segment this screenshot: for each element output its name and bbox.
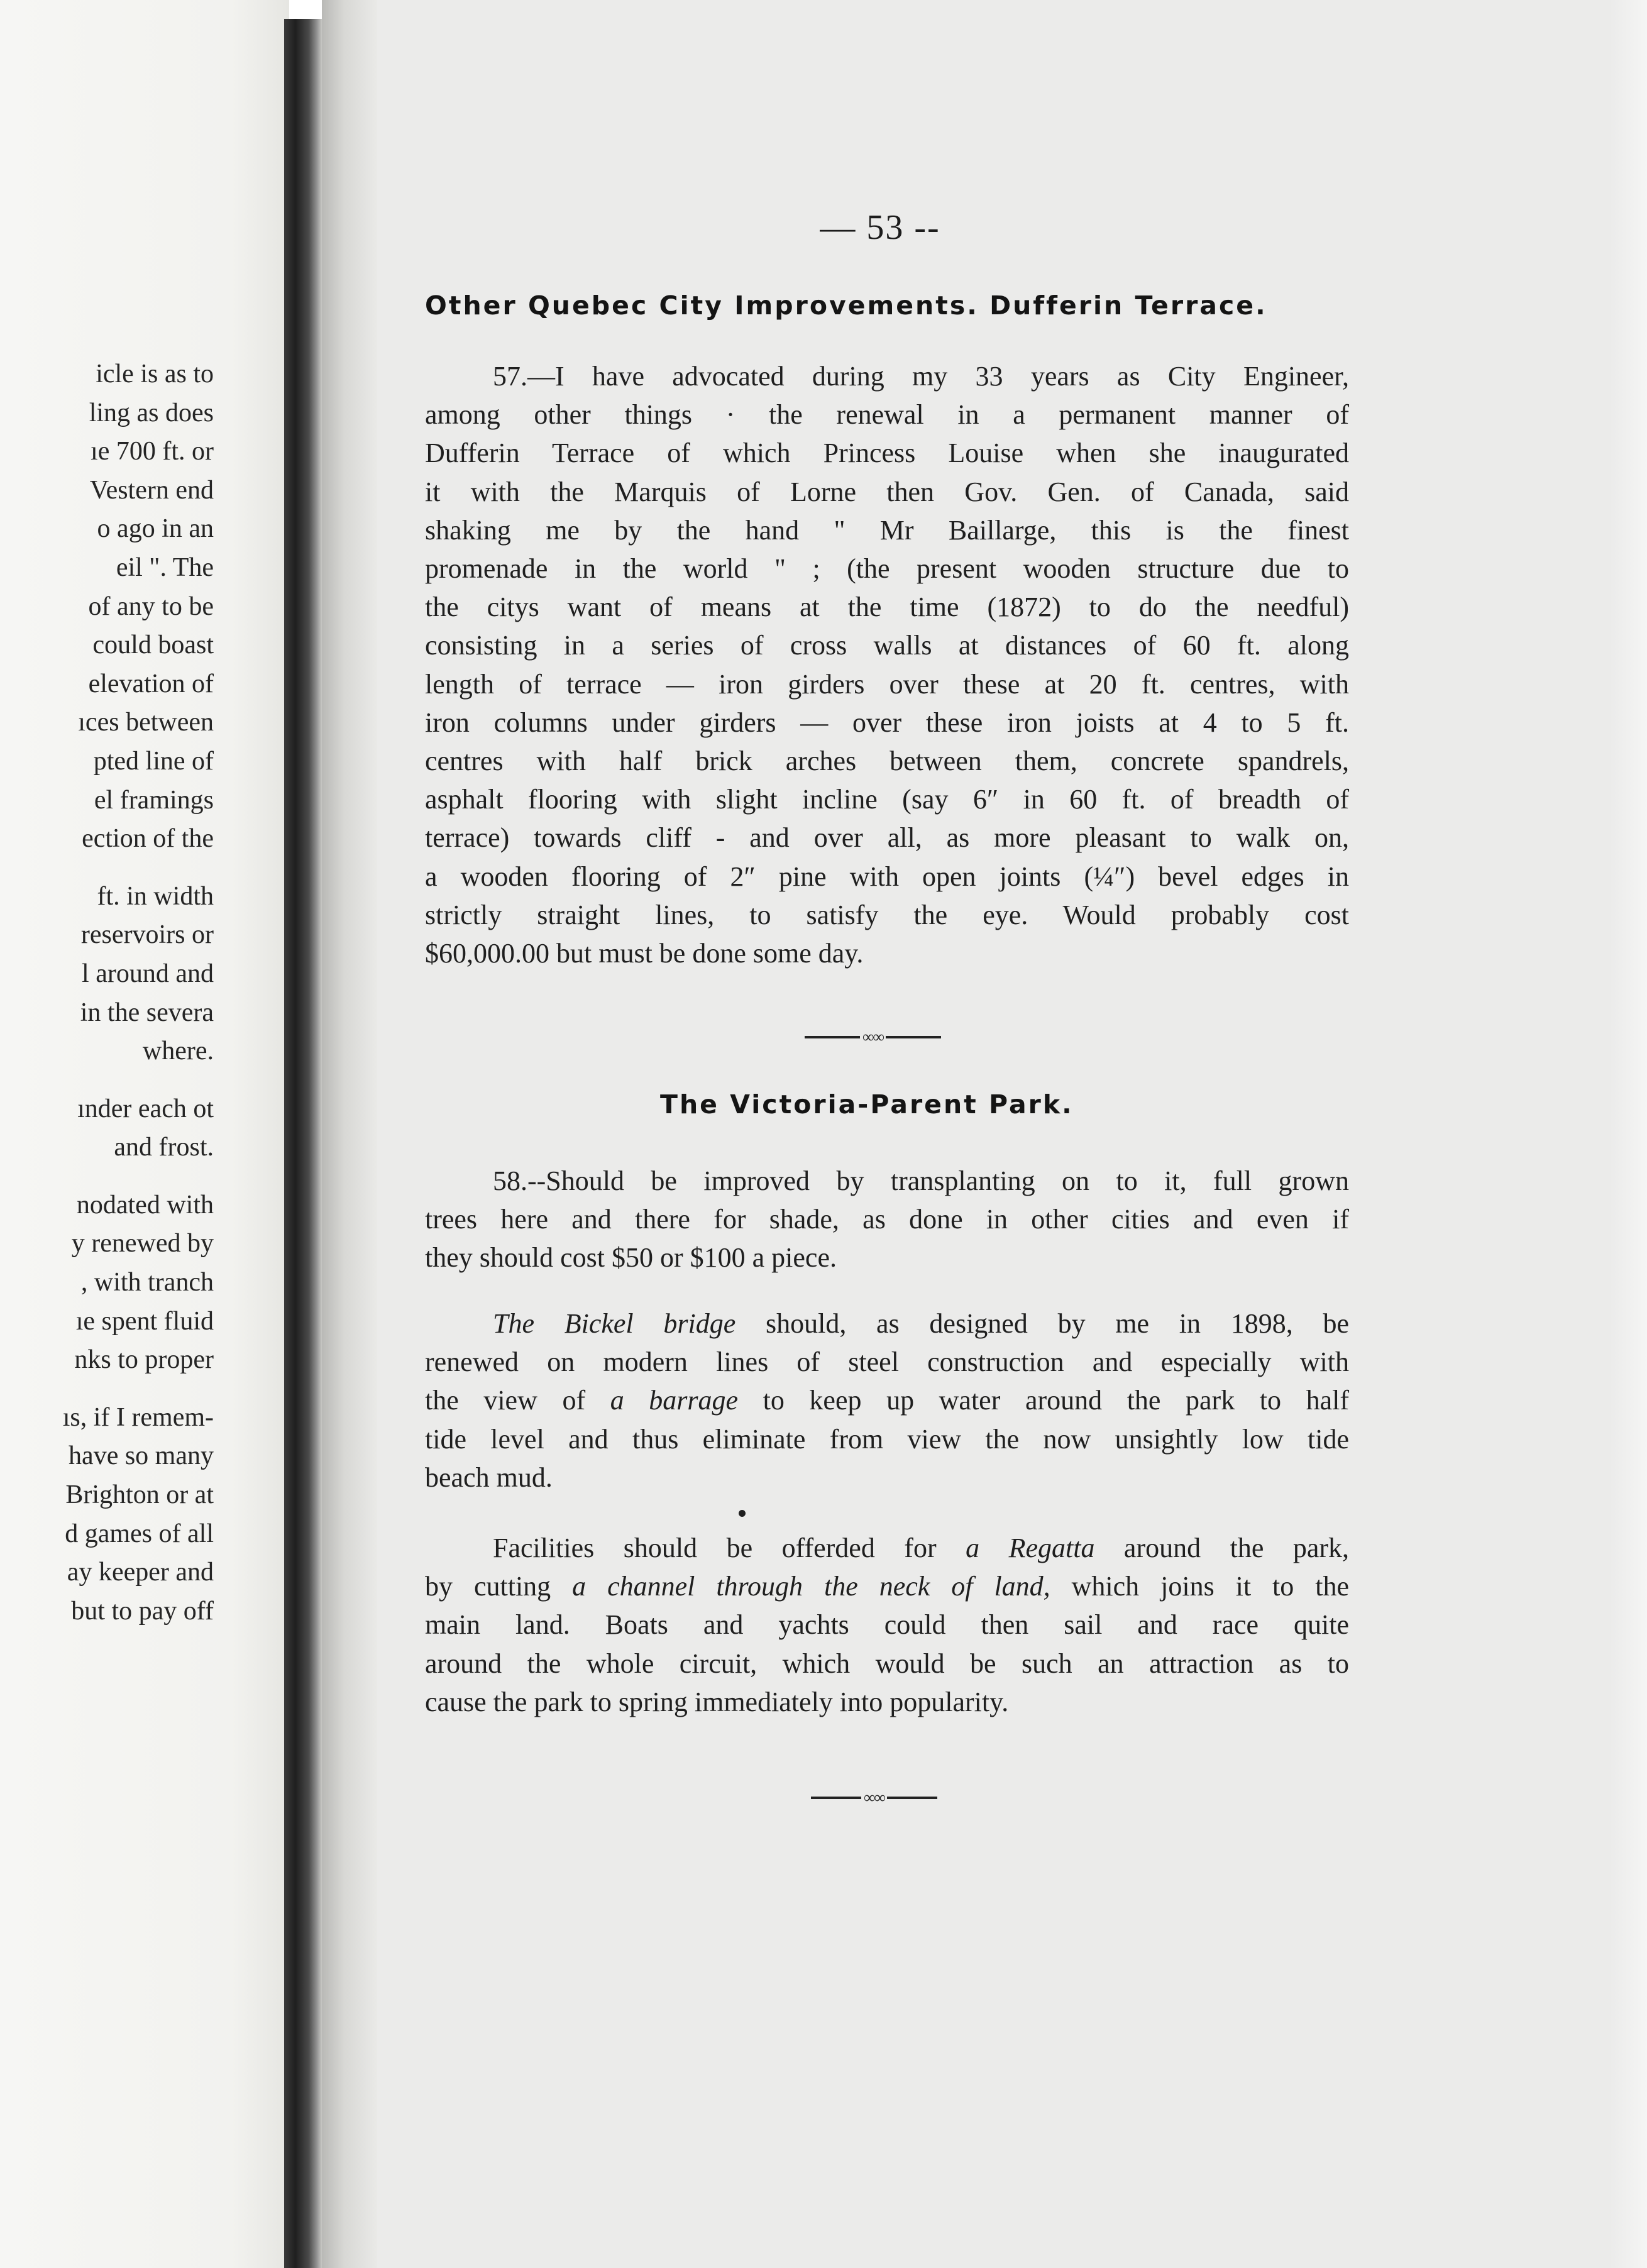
text-line bbox=[425, 1304, 1349, 1343]
italic-phrase: a barrage bbox=[610, 1385, 739, 1416]
previous-page-line: ay keeper and bbox=[67, 1558, 214, 1587]
text-line: asphalt flooring with slight incline (say 6″ in 60 ft. of breadth of bbox=[425, 784, 1349, 815]
line-gap bbox=[0, 1071, 214, 1090]
text-line: Dufferin Terrace of which Princess Louise when she inaugurated bbox=[425, 438, 1349, 469]
previous-page-strip bbox=[0, 0, 289, 2268]
previous-page-line: d games of all bbox=[65, 1519, 214, 1548]
text-line: promenade in the world " ; (the present wooden structure due to bbox=[425, 553, 1349, 585]
text-line: consisting in a series of cross walls at distances of 60 ft. along bbox=[425, 630, 1349, 661]
previous-page-line: ıe spent fluid bbox=[75, 1306, 214, 1336]
line-gap bbox=[0, 1167, 214, 1186]
text-line: iron columns under girders — over these iron joists at 4 to 5 ft. bbox=[425, 707, 1349, 738]
text-line: 57.—I have advocated during my 33 years as City Engineer, bbox=[493, 361, 1349, 392]
text-line: renewed on modern lines of steel construction and especially with bbox=[425, 1346, 1349, 1378]
previous-page-line: eil ". The bbox=[116, 553, 214, 582]
text-line: beach mud. bbox=[425, 1462, 553, 1493]
previous-page-line: and frost. bbox=[114, 1133, 214, 1162]
text-span: by cutting bbox=[425, 1571, 573, 1602]
previous-page-text bbox=[0, 355, 214, 1631]
text-line: 58.--Should be improved by transplanting on to it, full grown bbox=[493, 1165, 1349, 1196]
text-span: which joins it to the bbox=[1050, 1571, 1349, 1602]
text-line: they should cost $50 or $100 a piece. bbox=[425, 1242, 837, 1274]
section-divider-ornament: ∞∞ bbox=[805, 1031, 941, 1043]
previous-page-line: have so many bbox=[69, 1441, 214, 1471]
paragraph-58 bbox=[425, 1162, 1349, 1277]
previous-page-line: of any to be bbox=[88, 592, 214, 621]
section-heading-victoria-parent-park: The Victoria-Parent Park. bbox=[660, 1089, 1074, 1120]
previous-page-line: ling as does bbox=[89, 398, 214, 427]
text-span: should, as designed by me in 1898, be bbox=[735, 1308, 1349, 1339]
paragraph-bickel-bridge bbox=[425, 1304, 1349, 1497]
text-line: centres with half brick arches between them, concrete spandrels, bbox=[425, 746, 1349, 777]
text-span: around the park, bbox=[1094, 1533, 1350, 1563]
text-line: $60,000.00 but must be done some day. bbox=[425, 938, 864, 969]
previous-page-line: ıe 700 ft. or bbox=[91, 437, 214, 466]
italic-phrase: a Regatta bbox=[966, 1533, 1095, 1563]
previous-page-line: nodated with bbox=[76, 1190, 214, 1219]
previous-page-line: could boast bbox=[92, 630, 214, 660]
previous-page-line: ıces between bbox=[78, 708, 214, 737]
previous-page-line: Vestern end bbox=[89, 475, 214, 505]
previous-page-line: ection of the bbox=[82, 824, 214, 854]
stray-ink-dot bbox=[739, 1510, 746, 1517]
page-53 bbox=[377, 0, 1647, 2268]
line-gap bbox=[0, 1380, 214, 1399]
line-gap bbox=[0, 859, 214, 878]
text-line bbox=[425, 1529, 1349, 1567]
previous-page-line: icle is as to bbox=[96, 360, 214, 388]
previous-page-line: el framings bbox=[94, 785, 214, 815]
previous-page-line: ıs, if I remem- bbox=[62, 1402, 214, 1432]
section-heading-dufferin-terrace: Other Quebec City Improvements. Dufferin Terrace. bbox=[425, 290, 1267, 321]
italic-phrase: The Bickel bridge bbox=[493, 1308, 736, 1339]
text-span: Facilities should be offerded for bbox=[493, 1533, 966, 1563]
gutter-shadow bbox=[322, 0, 378, 2268]
text-line: main land. Boats and yachts could then sail and race quite bbox=[425, 1609, 1349, 1641]
text-line: the citys want of means at the time (1872) to do the needful) bbox=[425, 592, 1349, 623]
paragraph-regatta bbox=[425, 1529, 1349, 1721]
previous-page-line: Brighton or at bbox=[65, 1480, 214, 1510]
previous-page-line: y renewed by bbox=[71, 1229, 214, 1258]
text-line: it with the Marquis of Lorne then Gov. Gen. of Canada, said bbox=[425, 476, 1349, 507]
previous-page-line: reservoirs or bbox=[80, 920, 214, 950]
text-line: trees here and there for shade, as done in other cities and even if bbox=[425, 1204, 1349, 1235]
text-span: to keep up water around the park to half bbox=[738, 1385, 1350, 1416]
paragraph-57 bbox=[425, 357, 1349, 972]
previous-page-line: o ago in an bbox=[97, 514, 214, 544]
text-line: a wooden flooring of 2″ pine with open joints (¼″) bevel edges in bbox=[425, 861, 1349, 892]
text-line: cause the park to spring immediately into popularity. bbox=[425, 1686, 1009, 1717]
previous-page-line: ınder each ot bbox=[77, 1094, 214, 1123]
text-line: around the whole circuit, which would be such an attraction as to bbox=[425, 1648, 1349, 1679]
previous-page-line: in the severa bbox=[80, 998, 214, 1027]
previous-page-line: ft. in width bbox=[97, 881, 214, 911]
text-line: length of terrace — iron girders over these at 20 ft. centres, with bbox=[425, 668, 1349, 700]
binding-gutter bbox=[284, 19, 322, 2268]
previous-page-line: , with tranch bbox=[80, 1268, 214, 1297]
text-line: terrace) towards cliff - and over all, as more pleasant to walk on, bbox=[425, 822, 1349, 854]
previous-page-line: l around and bbox=[82, 959, 214, 988]
text-line: strictly straight lines, to satisfy the eye. Would probably cost bbox=[425, 899, 1349, 930]
page-edge bbox=[1609, 0, 1647, 2268]
previous-page-line: elevation of bbox=[88, 669, 214, 698]
text-line: shaking me by the hand " Mr Baillarge, this is the finest bbox=[425, 514, 1349, 546]
text-line: tide level and thus eliminate from view the now unsightly low tide bbox=[425, 1423, 1349, 1455]
end-ornament: ∞∞ bbox=[811, 1792, 937, 1804]
page-number: — 53 -- bbox=[820, 208, 940, 247]
italic-phrase: a channel through the neck of land, bbox=[572, 1571, 1050, 1602]
previous-page-line: where. bbox=[142, 1037, 214, 1066]
previous-page-line: nks to proper bbox=[74, 1345, 214, 1375]
text-line bbox=[425, 1381, 1349, 1419]
text-line: among other things · the renewal in a permanent manner of bbox=[425, 399, 1349, 431]
text-span: the view of bbox=[425, 1385, 610, 1416]
previous-page-line: pted line of bbox=[93, 746, 214, 776]
text-line bbox=[425, 1567, 1349, 1605]
previous-page-line: but to pay off bbox=[71, 1596, 214, 1626]
